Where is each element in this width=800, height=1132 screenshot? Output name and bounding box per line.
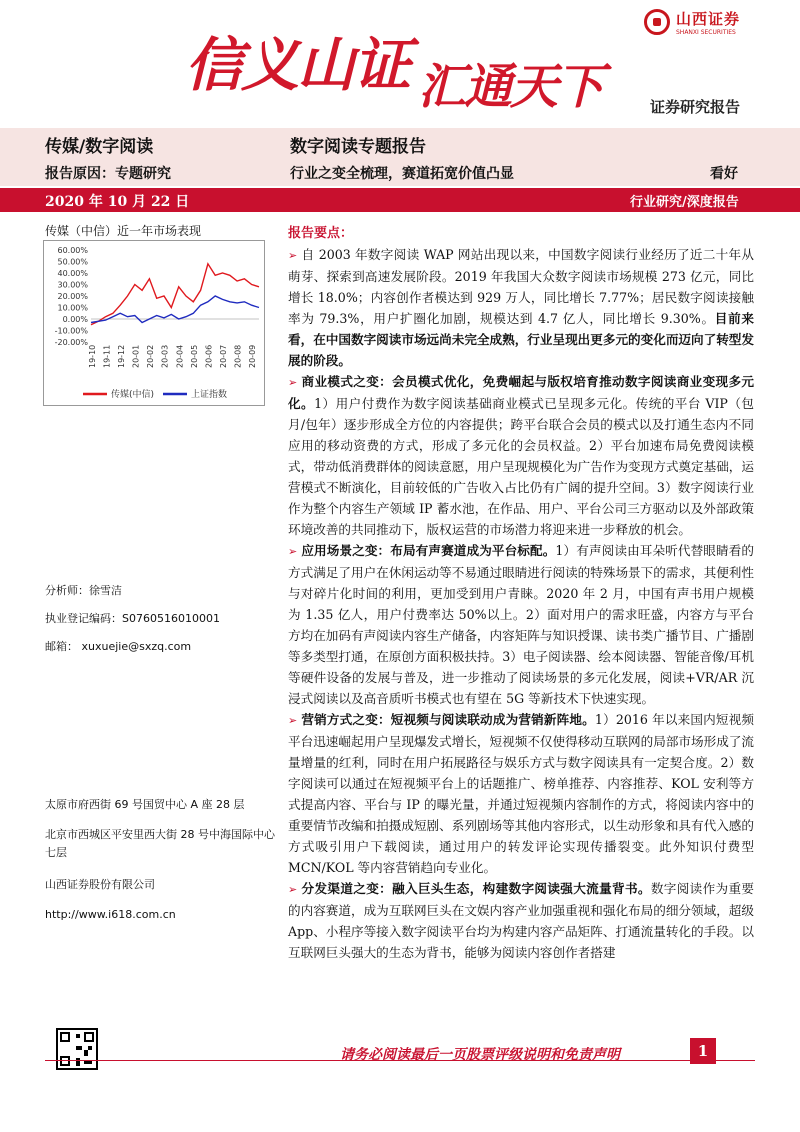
x-tick-label: 20-04 — [175, 344, 185, 368]
x-tick-label: 19-12 — [117, 344, 127, 368]
x-tick-label: 20-06 — [204, 344, 214, 368]
legend-label: 上证指数 — [191, 390, 228, 400]
key-points-heading: 报告要点： — [288, 226, 354, 241]
report-date: 2020 年 10 月 22 日 — [45, 194, 190, 210]
disclaimer: 请务必阅读最后一页股票评级说明和免责声明 — [340, 1047, 620, 1063]
report-title: 数字阅读专题报告 — [290, 137, 426, 157]
logo-name-cn: 山西证券 — [676, 10, 741, 28]
y-tick-label: -10.00% — [54, 326, 88, 336]
legend-label: 传媒(中信) — [111, 390, 155, 400]
report-type: 证券研究报告 — [650, 98, 741, 116]
x-tick-label: 20-08 — [233, 344, 243, 368]
x-tick-label: 20-09 — [248, 344, 257, 368]
y-tick-label: 50.00% — [57, 257, 88, 267]
qr-code-icon — [56, 1028, 98, 1070]
arrow-bullet-icon: ➢ — [288, 883, 298, 896]
y-tick-label: -20.00% — [54, 338, 88, 347]
x-tick-label: 20-02 — [146, 344, 156, 368]
x-tick-label: 20-01 — [131, 344, 141, 368]
address-beijing: 北京市西城区平安里西大街 28 号中海国际中心七层 — [45, 828, 275, 859]
market-performance-chart — [43, 240, 265, 406]
x-tick-label: 19-10 — [88, 344, 97, 368]
y-tick-label: 10.00% — [57, 303, 88, 313]
paragraph-business-model: ➢ 商业模式之变：会员模式优化，免费崛起与版权培育推动数字阅读商业变现多元化。1）用户付费作为数字阅读基础商业模式已呈现多元化。传统的平台 VIP（包月/包年）逐步形成全方位的内容提供；跨平台联合会员的模式以及打通生态内不同应用的移动资费的方式，形成了多元化的会员权益。2）平台加速布局免费阅读模式，带动低消费群体的阅读意愿，用户呈现规模化为广告作为变现方式奠定基础，运营模式不断演化，目前较低的广告收入占比仍有广阔的提升空间。3）数字阅读行业作为整个内容生产领域 IP 蓄水池，在作品、用户、平台公司三方驱动以及外部政策环境改善的共同推动下，版权运营的市场潜力将迎来进一步释放的机会。 — [288, 374, 754, 537]
address-taiyuan: 太原市府西街 69 号国贸中心 A 座 28 层 — [45, 798, 245, 811]
y-tick-label: 20.00% — [57, 292, 88, 301]
banner — [0, 0, 800, 128]
x-tick-label: 20-07 — [218, 344, 228, 368]
y-tick-label: 30.00% — [57, 280, 88, 290]
page-number: 1 — [690, 1038, 716, 1064]
company-logo — [644, 8, 740, 36]
arrow-bullet-icon: ➢ — [288, 376, 298, 389]
slogan-part1: 信义山证 — [185, 31, 410, 99]
x-tick-label: 20-03 — [160, 344, 170, 368]
report-reason: 报告原因：专题研究 — [45, 166, 171, 182]
email[interactable]: 邮箱： xuxuejie@sxzq.com — [45, 640, 192, 653]
paragraph-scenario: ➢ 应用场景之变：布局有声赛道成为平台标配。1）有声阅读由耳朵听代替眼睛看的方式满足了用户在休闲运动等不易通过眼睛进行阅读的特殊场景下的需求，其便利性与对碎片化时间的利用，更加受到用户青睐。2020 年 2 月，中国有声书用户规模为 1.35 亿人，用户付费率达 50%以上。2）面对用户的需求旺盛，内容方与平台方均在加码有声阅读内容生产储备，内容矩阵与知识授课、读书类广播节目、广播剧等多类型打通，在原创方面积极扶持。3）电子阅读器、绘本阅读器、智能音像/耳机等硬件设备的发展与普及，进一步推动了阅读场景的多元化发展，阅读+VR/AR 沉浸式阅读以及高音质听书模式也有望在 5G 等新技术下快速实现。 — [288, 543, 755, 706]
y-tick-label: 40.00% — [57, 269, 88, 278]
arrow-bullet-icon: ➢ — [288, 545, 298, 558]
logo-name-en: SHANXI SECURITIES — [676, 29, 736, 36]
y-tick-label: 60.00% — [57, 246, 88, 255]
company-name: 山西证券股份有限公司 — [45, 878, 155, 891]
arrow-bullet-icon: ➢ — [288, 249, 298, 262]
logo-mark-icon — [644, 9, 670, 35]
y-tick-label: 0.00% — [62, 315, 88, 324]
body-text — [288, 244, 754, 963]
license-number: 执业登记编码：S0760516010001 — [45, 612, 220, 625]
arrow-bullet-icon: ➢ — [288, 714, 298, 727]
slogan-part2: 汇通天下 — [418, 59, 603, 115]
paragraph-marketing: ➢ 营销方式之变：短视频与阅读联动成为营销新阵地。1）2016 年以来国内短视频平台迅速崛起用户呈现爆发式增长，短视频不仅使得移动互联网的局部市场形成了流量增量的红利，同时在用户拓展路径与娱乐方式与数字阅读具有一定契合度。2）数字阅读可以通过在短视频平台上的话题推广、榜单推荐、内容推荐、KOL 安利等方式提高内容、平台与 IP 的曝光量，并通过短视频内容制作的方式，将阅读内容中的重要情节改编和拍摄成短剧、系列剧场等其他内容形式，以生动形象和具有代入感的方式吸引用户下载阅读，通过用户的转发评论实现传播裂变。此外知识付费型 MCN/KOL 等内容营销趋向专业化。 — [288, 712, 754, 875]
paragraph-distribution: ➢ 分发渠道之变：融入巨头生态，构建数字阅读强大流量背书。数字阅读作为重要的内容赛道，成为互联网巨头在文娱内容产业加强重视和强化布局的细分领域，超级 App、小程序等接入数字阅读平台均为构建内容产品矩阵、打通流量转化的手段。以互联网巨头强大的生态为背书，能够为阅读内容创作者搭建 — [288, 881, 755, 960]
analyst: 分析师：徐雪洁 — [45, 584, 122, 597]
x-tick-label: 20-05 — [189, 344, 199, 368]
rating: 看好 — [710, 166, 738, 182]
paragraph-overview: ➢ 自 2003 年数字阅读 WAP 网站出现以来，中国数字阅读行业经历了近二十年从萌芽、探索到高速发展阶段。2019 年我国大众数字阅读市场规模 273 亿元，同比增长 18.0%；内容创作者模达到 929 万人，同比增长 7.77%；居民数字阅读接触率为 79.3%，用户扩圈化加剧，规模达到 4.7 亿人，同比增长 9.30%。目前来看，在中国数字阅读市场远尚未完全成熟，行业呈现出更多元的变化而迈向了转型发展的阶段。 — [288, 247, 754, 368]
website-link[interactable]: http://www.i618.com.cn — [45, 908, 176, 921]
report-subtitle: 行业之变全梳理，赛道拓宽价值凸显 — [290, 166, 514, 182]
chart-title: 传媒（中信）近一年市场表现 — [45, 224, 202, 238]
report-category: 行业研究/深度报告 — [630, 195, 739, 210]
x-tick-label: 19-11 — [102, 344, 112, 368]
industry-label: 传媒/数字阅读 — [45, 137, 154, 157]
